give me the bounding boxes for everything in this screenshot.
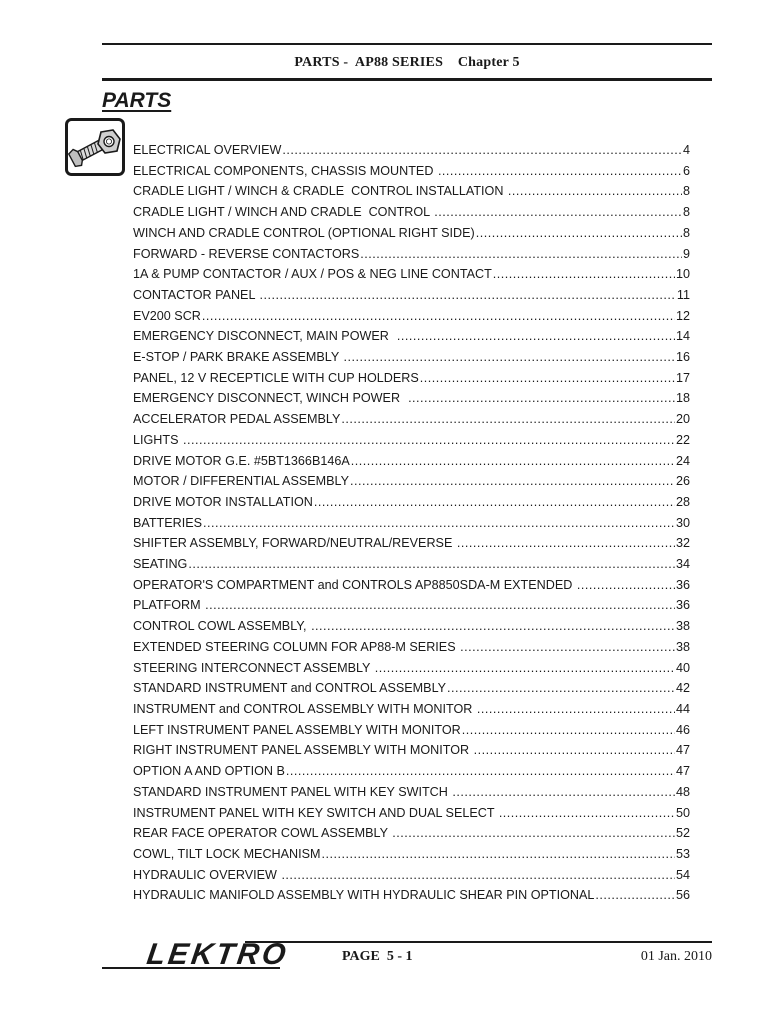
toc-dot-leader [183,430,675,451]
toc-entry [133,616,690,637]
toc-entry [133,740,690,761]
toc-entry-title: OPTION A AND OPTION B [133,764,285,779]
toc-entry [133,761,690,782]
toc-dot-leader [595,885,675,906]
toc-entry-page: 12 [675,308,690,323]
toc-entry-page: 14 [675,329,690,344]
toc-entry-page: 36 [675,577,690,592]
page-number: PAGE 5 - 1 [342,949,413,964]
toc-entry-title: INSTRUMENT and CONTROL ASSEMBLY WITH MONITOR [133,701,476,716]
toc-entry-page: 24 [675,453,690,468]
toc-dot-leader [392,823,675,844]
lektro-logo: LEKTRO [144,938,291,971]
toc-entry-page: 6 [682,163,690,178]
toc-dot-leader [577,575,675,596]
toc-entry-title: STANDARD INSTRUMENT PANEL WITH KEY SWITCH [133,784,452,799]
toc-entry-page: 38 [675,619,690,634]
toc-entry-page: 52 [675,826,690,841]
toc-entry-title: REAR FACE OPERATOR COWL ASSEMBLY [133,826,392,841]
toc-entry-title: SEATING [133,557,188,572]
toc-dot-leader [434,202,682,223]
toc-entry-page: 32 [675,536,690,551]
toc-entry-page: 20 [675,412,690,427]
toc-entry-title: CONTACTOR PANEL [133,287,259,302]
toc-dot-leader [460,637,675,658]
section-heading: PARTS [102,89,172,112]
toc-dot-leader [397,326,675,347]
toc-entry [133,513,690,534]
toc-dot-leader [202,306,675,327]
toc-entry [133,885,690,906]
toc-entry-page: 8 [682,225,690,240]
toc-entry-title: CRADLE LIGHT / WINCH & CRADLE CONTROL INSTALLATION [133,184,507,199]
toc-entry-title: LIGHTS [133,432,182,447]
toc-entry [133,181,690,202]
footer-date: 01 Jan. 2010 [640,949,712,964]
toc-entry-page: 46 [675,722,690,737]
toc-entry-title: MOTOR / DIFFERENTIAL ASSEMBLY [133,474,349,489]
toc-entry [133,720,690,741]
toc-dot-leader [350,471,675,492]
toc-entry-page: 38 [675,639,690,654]
toc-entry-title: HYDRAULIC OVERVIEW [133,867,281,882]
toc-entry-page: 8 [682,184,690,199]
toc-entry [133,699,690,720]
toc-entry [133,264,690,285]
toc-dot-leader [311,616,675,637]
toc-dot-leader [476,223,682,244]
toc-entry [133,326,690,347]
toc-entry-title: RIGHT INSTRUMENT PANEL ASSEMBLY WITH MONITOR [133,743,473,758]
toc-entry [133,409,690,430]
toc-dot-leader [322,844,675,865]
header-title: PARTS - AP88 SERIES Chapter 5 [294,55,520,70]
toc-entry-page: 17 [675,370,690,385]
toc-entry [133,782,690,803]
toc-entry [133,844,690,865]
toc-dot-leader [474,740,675,761]
toc-entry-title: FORWARD - REVERSE CONTACTORS [133,246,360,261]
toc-entry-title: COWL, TILT LOCK MECHANISM [133,846,321,861]
toc-entry-page: 34 [675,557,690,572]
toc-entry-page: 22 [675,432,690,447]
toc-dot-leader [508,181,682,202]
toc-entry-page: 11 [676,287,690,302]
toc-entry-title: CONTROL COWL ASSEMBLY, [133,619,311,634]
toc-entry-title: EMERGENCY DISCONNECT, WINCH POWER [133,391,408,406]
toc-entry [133,368,690,389]
toc-entry [133,285,690,306]
toc-entry-page: 18 [675,391,690,406]
toc-entry-title: E-STOP / PARK BRAKE ASSEMBLY [133,350,343,365]
toc-entry-page: 56 [675,888,690,903]
toc-entry-title: ELECTRICAL COMPONENTS, CHASSIS MOUNTED [133,163,437,178]
toc-entry [133,492,690,513]
toc-entry-title: PANEL, 12 V RECEPTICLE WITH CUP HOLDERS [133,370,419,385]
toc-dot-leader [344,347,675,368]
toc-entry-page: 36 [675,598,690,613]
toc-entry-page: 40 [675,660,690,675]
toc-entry-page: 30 [675,515,690,530]
toc-entry-title: EMERGENCY DISCONNECT, MAIN POWER [133,329,396,344]
toc-entry [133,595,690,616]
toc-entry [133,678,690,699]
toc-entry-title: HYDRAULIC MANIFOLD ASSEMBLY WITH HYDRAULIC SHEAR PIN OPTIONAL [133,888,595,903]
toc-dot-leader [282,140,682,161]
toc-entry [133,244,690,265]
header-bottom-rule [102,78,712,81]
toc-entry-title: DRIVE MOTOR INSTALLATION [133,494,313,509]
toc-dot-leader [420,368,675,389]
toc-dot-leader [260,285,676,306]
toc-entry-page: 42 [675,681,690,696]
toc-dot-leader [438,161,682,182]
toc-entry-page: 54 [675,867,690,882]
toc-dot-leader [281,865,675,886]
toc-entry-page: 8 [682,205,690,220]
toc-entry-title: BATTERIES [133,515,203,530]
toc-entry-title: STEERING INTERCONNECT ASSEMBLY [133,660,374,675]
toc-entry-title: ACCELERATOR PEDAL ASSEMBLY [133,412,341,427]
toc-entry-page: 9 [682,246,690,261]
toc-dot-leader [477,699,675,720]
toc-entry-title: INSTRUMENT PANEL WITH KEY SWITCH AND DUAL SELECT [133,805,498,820]
toc-dot-leader [360,244,682,265]
toc-dot-leader [457,533,675,554]
toc-dot-leader [493,264,675,285]
toc-dot-leader [375,658,675,679]
toc-entry [133,388,690,409]
toc-entry [133,430,690,451]
toc-entry [133,202,690,223]
toc-entry-page: 4 [682,143,690,157]
toc-entry-page: 44 [675,701,690,716]
toc-dot-leader [452,782,675,803]
toc-entry [133,533,690,554]
toc-entry [133,451,690,472]
toc-entry-title: 1A & PUMP CONTACTOR / AUX / POS & NEG LINE CONTACT [133,267,492,282]
toc-dot-leader [205,595,675,616]
toc-dot-leader [286,761,675,782]
toc-entry-title: STANDARD INSTRUMENT and CONTROL ASSEMBLY [133,681,447,696]
bolt-and-nut-icon [65,118,125,176]
toc-entry-title: OPERATOR'S COMPARTMENT and CONTROLS AP8850SDA-M EXTENDED [133,577,576,592]
toc-entry-title: CRADLE LIGHT / WINCH AND CRADLE CONTROL [133,205,434,220]
toc-dot-leader [408,388,675,409]
toc-entry [133,865,690,886]
toc-entry [133,140,690,161]
toc-entry-page: 47 [675,764,690,779]
toc-entry-title: PLATFORM [133,598,205,613]
toc-entry [133,658,690,679]
toc-entry-title: DRIVE MOTOR G.E. #5BT1366B146A [133,453,350,468]
toc-entry-page: 26 [675,474,690,489]
toc-dot-leader [499,803,675,824]
toc-dot-leader [341,409,675,430]
toc-entry-page: 10 [675,267,690,282]
toc-entry-page: 16 [675,350,690,365]
toc-entry-page: 53 [675,846,690,861]
toc-dot-leader [188,554,675,575]
toc-entry-title: LEFT INSTRUMENT PANEL ASSEMBLY WITH MONITOR [133,722,461,737]
toc-entry-title: EXTENDED STEERING COLUMN FOR AP88-M SERIES [133,639,460,654]
toc-entry-page: 50 [675,805,690,820]
toc-dot-leader [314,492,675,513]
toc-dot-leader [447,678,675,699]
toc-entry [133,471,690,492]
toc-entry [133,823,690,844]
toc-entry-title: WINCH AND CRADLE CONTROL (OPTIONAL RIGHT SIDE) [133,225,475,240]
toc-entry [133,637,690,658]
toc-dot-leader [351,451,675,472]
toc-entry-page: 47 [675,743,690,758]
header-top-rule [102,43,712,45]
footer-top-rule [245,941,712,943]
toc-entry [133,161,690,182]
toc-entry [133,803,690,824]
toc-entry [133,347,690,368]
toc-entry-title: SHIFTER ASSEMBLY, FORWARD/NEUTRAL/REVERSE [133,536,456,551]
table-of-contents [133,140,690,906]
toc-entry-title: ELECTRICAL OVERVIEW [133,143,282,157]
toc-entry [133,554,690,575]
toc-entry [133,306,690,327]
toc-dot-leader [203,513,675,534]
toc-entry [133,575,690,596]
toc-entry-page: 28 [675,494,690,509]
toc-entry-title: EV200 SCR [133,308,201,323]
toc-entry-page: 48 [675,784,690,799]
toc-entry [133,223,690,244]
toc-dot-leader [462,720,675,741]
